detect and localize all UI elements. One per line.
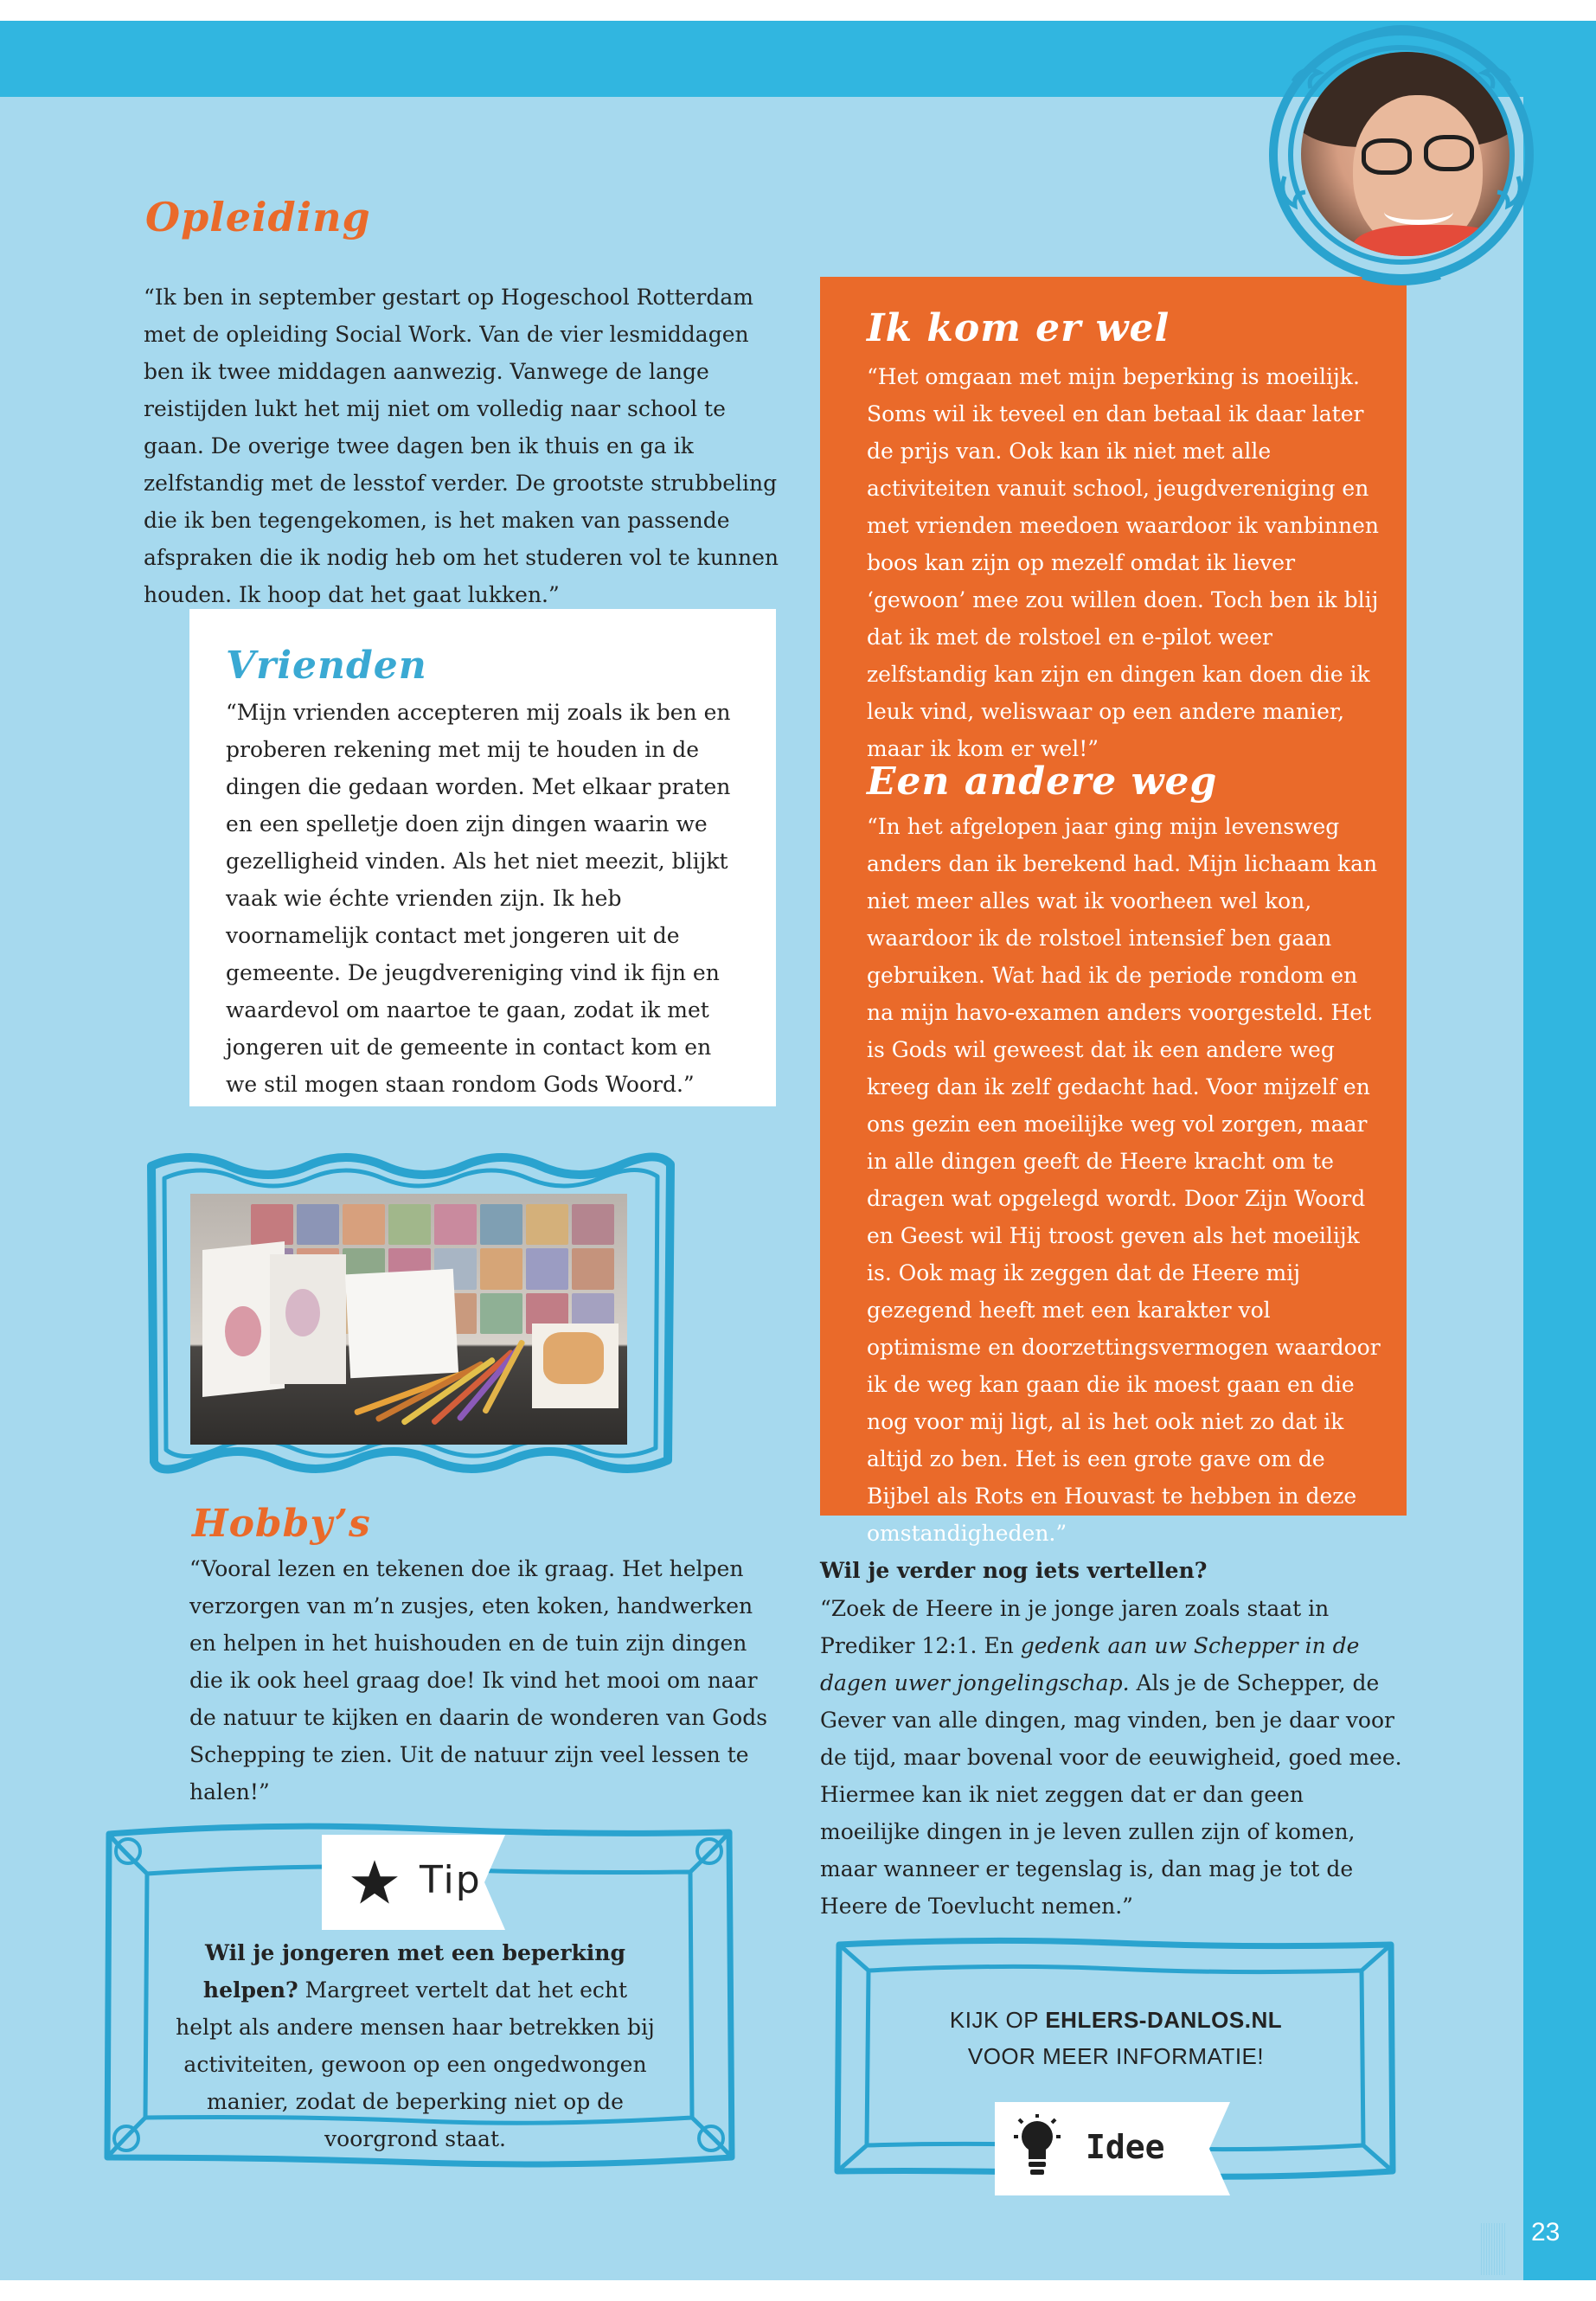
vrienden-heading: Vrienden xyxy=(226,644,427,688)
verder-paragraph xyxy=(820,1590,1408,1925)
verder-question-heading: Wil je verder nog iets vertellen? xyxy=(820,1558,1208,1583)
lightbulb-icon xyxy=(1012,2114,1062,2183)
verder-italic-quote: gedenk aan uw Schepper in de dagen uwer jongelingschap. xyxy=(820,1633,1360,1695)
page-number: 23 xyxy=(1531,2218,1561,2247)
photo-flower xyxy=(225,1306,261,1356)
ik-kom-er-wel-heading: Ik kom er wel xyxy=(867,306,1170,350)
craft-photo xyxy=(190,1194,627,1445)
photo-flower xyxy=(543,1332,604,1384)
tip-body: Margreet vertelt dat het echt helpt als andere mensen haar betrekken bij activiteiten, gewoon op een ongedwongen manier, zodat de beperking niet op de voorgrond staat. xyxy=(176,1977,655,2151)
ornamental-portrait-frame xyxy=(1259,21,1544,289)
een-andere-weg-paragraph: “In het afgelopen jaar ging mijn levensweg anders dan ik berekend had. Mijn lichaam kan niet meer alles wat ik voorheen wel kon, waardoor ik de rolstoel intensief ben gaan gebruiken. Wat had ik de periode rondom en na mijn havo-examen anders voorgesteld. Het is Gods wil geweest dat ik een andere weg kreeg dan ik zelf gedacht had. Voor mijzelf en ons gezin een moeilijke weg vol zorgen, maar in alle dingen geeft de Heere kracht om te dragen wat opgelegd wordt. Door Zijn Woord en Geest wil Hij troost geven als het moeilijk is. Ook mag ik zeggen dat de Heere mij gezegend heeft met een karakter vol optimisme en doorzettingsvermogen waardoor ik de weg kan gaan die ik moest gaan en die nog voor mij ligt, al is het ook niet zo dat ik altijd zo ben. Het is een grote gave om de Bijbel als Rots en Houvast te hebben in deze omstandigheden.” xyxy=(867,814,1381,1546)
verder-part2: Als je de Schepper, de Gever van alle dingen, mag vinden, ben je daar voor de tijd, maar bovenal voor de eeuwigheid, goed mee. Hiermee kan ik niet zeggen dat er dan geen moeilijke dingen in je leven zullen zijn of komen, maar wanneer er tegenslag is, dan mag je tot de Heere de Toevlucht nemen.” xyxy=(820,1670,1402,1919)
ik-kom-er-wel-paragraph: “Het omgaan met mijn beperking is moeilijk. Soms wil ik teveel en dan betaal ik daar later de prijs van. Ook kan ik niet met alle activiteiten vanuit school, jeugdvereniging en met vrienden meedoen waardoor ik vanbinnen boos kan zijn op mezelf omdat ik liever ‘gewoon’ mee zou willen doen. Toch ben ik blij dat ik met de rolstoel en e-pilot weer zelfstandig kan zijn en dingen kan doen die ik leuk vind, weliswaar op een andere manier, maar ik kom er wel!” xyxy=(867,364,1379,761)
vrienden-paragraph: “Mijn vrienden accepteren mij zoals ik ben en proberen rekening met mij te houden in de dingen die gedaan worden. Met elkaar praten en een spelletje doen zijn dingen waarin we gezelligheid vinden. Als het niet meezit, blijkt vaak wie échte vrienden zijn. Ik heb voornamelijk contact met jongeren uit de gemeente. De jeugdvereniging vind ik fijn en waardevol om naartoe te gaan, zodat ik met jongeren uit de gemeente in contact kom en we stil mogen staan rondom Gods Woord.” xyxy=(226,700,731,1097)
barcode-mark xyxy=(1481,2223,1507,2275)
idee-website-link[interactable]: EHLERS-DANLOS.NL xyxy=(1045,2007,1283,2033)
opleiding-paragraph: “Ik ben in september gestart op Hogeschool Rotterdam met de opleiding Social Work. Van de vier lesmiddagen ben ik twee middagen aanwezig. Vanwege de lange reistijden lukt het mij niet om volledig naar school te gaan. De overige twee dagen ben ik thuis en ga ik zelfstandig met de lesstof verder. De grootste strubbeling die ik ben tegengekomen, is het maken van passende afspraken die ik nodig heb om het studeren vol te kunnen houden. Ik hoop dat het gaat lukken.” xyxy=(144,285,779,607)
idee-label: Idee xyxy=(1086,2128,1165,2166)
star-icon xyxy=(350,1858,399,1907)
magazine-page xyxy=(0,21,1596,2280)
hobbys-paragraph: “Vooral lezen en tekenen doe ik graag. Het helpen verzorgen van m’n zusjes, eten koken, handwerken en helpen in het huishouden en de tuin zijn dingen die ik ook heel graag doe! Ik vind het mooi om naar de natuur te kijken en daarin de wonderen van Gods Schepping te zien. Uit de natuur zijn veel lessen te halen!” xyxy=(189,1556,768,1804)
orange-quote-box xyxy=(820,277,1407,1546)
idee-prefix: KIJK OP xyxy=(949,2007,1046,2033)
hobbys-heading: Hobby’s xyxy=(192,1502,371,1546)
photo-card xyxy=(345,1269,458,1378)
tip-bold-question: Wil je jongeren met een beperking helpen? xyxy=(202,1940,625,2003)
idee-line2: VOOR MEER INFORMATIE! xyxy=(967,2043,1265,2069)
tip-label: Tip xyxy=(420,1858,482,1902)
tip-paragraph xyxy=(173,1934,657,2157)
verder-part1: “Zoek de Heere in je jonge jaren zoals staat in Prediker 12:1. En xyxy=(820,1596,1330,1658)
right-color-band xyxy=(1523,97,1596,2280)
idee-info-text xyxy=(865,2002,1367,2074)
een-andere-weg-heading: Een andere weg xyxy=(867,760,1218,804)
vrienden-box xyxy=(189,609,776,1106)
photo-flower xyxy=(285,1289,320,1336)
opleiding-heading: Opleiding xyxy=(145,194,371,240)
